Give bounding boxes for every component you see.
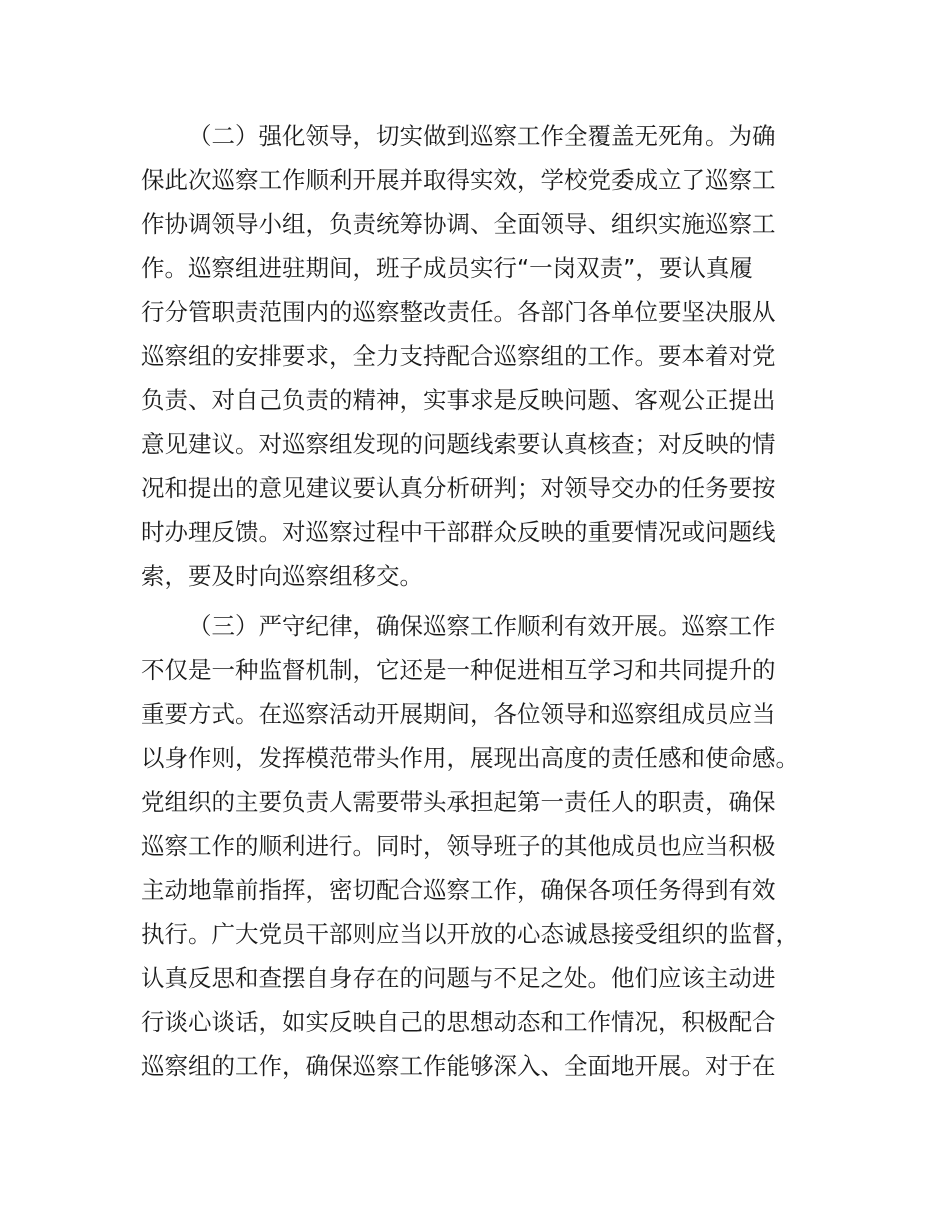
paragraph-1-line-9: 况和提出的意见建议要认真分析研判；对领导交办的任务要按	[141, 474, 776, 502]
paragraph-2-line-8: 执行。广大党员干部则应当以开放的心态诚恳接受组织的监督，	[141, 920, 799, 948]
paragraph-2-line-9: 认真反思和查摆自身存在的问题与不足之处。他们应该主动进	[141, 964, 776, 992]
paragraph-1-line-3: 作协调领导小组，负责统筹协调、全面领导、组织实施巡察工	[141, 210, 776, 238]
paragraph-2-line-11: 巡察组的工作，确保巡察工作能够深入、全面地开展。对于在	[141, 1052, 776, 1080]
paragraph-2-line-3: 重要方式。在巡察活动开展期间，各位领导和巡察组成员应当	[141, 700, 776, 728]
paragraph-1-line-11: 索，要及时向巡察组移交。	[141, 562, 423, 590]
paragraph-1-line-1: （二）强化领导，切实做到巡察工作全覆盖无死角。为确	[188, 122, 776, 150]
paragraph-1-line-8: 意见建议。对巡察组发现的问题线索要认真核查；对反映的情	[141, 430, 776, 458]
paragraph-2-line-1: （三）严守纪律，确保巡察工作顺利有效开展。巡察工作	[188, 612, 776, 640]
paragraph-2-line-5: 党组织的主要负责人需要带头承担起第一责任人的职责，确保	[141, 788, 776, 816]
paragraph-1-line-10: 时办理反馈。对巡察过程中干部群众反映的重要情况或问题线	[141, 518, 776, 546]
paragraph-1-line-4: 作。巡察组进驻期间，班子成员实行“一岗双责”，要认真履	[141, 254, 753, 282]
paragraph-1-line-7: 负责、对自己负责的精神，实事求是反映问题、客观公正提出	[141, 386, 776, 414]
paragraph-2-line-2: 不仅是一种监督机制，它还是一种促进相互学习和共同提升的	[141, 656, 776, 684]
paragraph-2-line-10: 行谈心谈话，如实反映自己的思想动态和工作情况，积极配合	[141, 1008, 776, 1036]
paragraph-2-line-7: 主动地靠前指挥，密切配合巡察工作，确保各项任务得到有效	[141, 876, 776, 904]
paragraph-1-line-6: 巡察组的安排要求，全力支持配合巡察组的工作。要本着对党	[141, 342, 776, 370]
paragraph-1-line-2: 保此次巡察工作顺利开展并取得实效，学校党委成立了巡察工	[141, 166, 776, 194]
paragraph-1-line-5: 行分管职责范围内的巡察整改责任。各部门各单位要坚决服从	[141, 298, 776, 326]
paragraph-2-line-4: 以身作则，发挥模范带头作用，展现出高度的责任感和使命感。	[141, 744, 799, 772]
paragraph-2-line-6: 巡察工作的顺利进行。同时，领导班子的其他成员也应当积极	[141, 832, 776, 860]
